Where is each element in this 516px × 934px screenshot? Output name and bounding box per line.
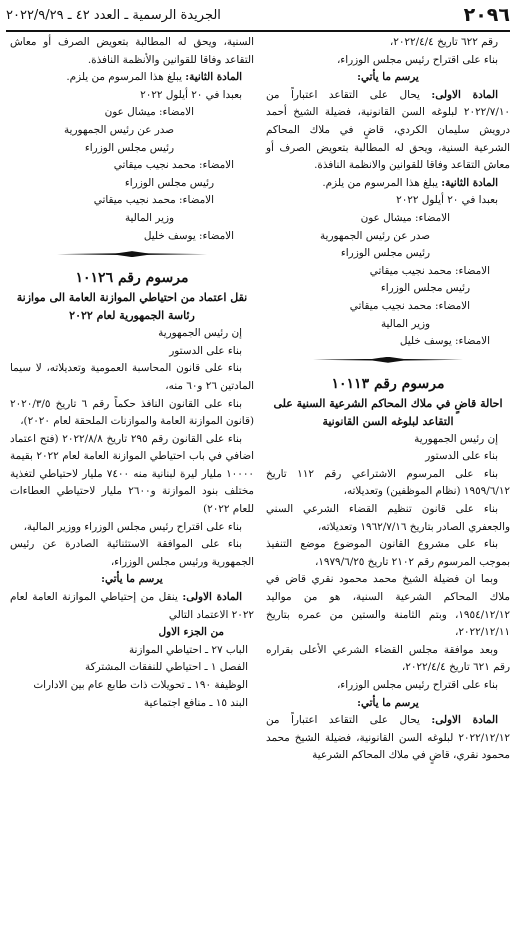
decree-formula: يرسم ما يأتي: (357, 696, 419, 709)
decree-subject: احالة قاضٍ في ملاك المحاكم الشرعية السنية على التقاعد لبلوغه السن القانونية (273, 396, 503, 428)
paragraph: بناء على القانون النافذ حكماً رقم ٦ تاريخ ٢٠٢٠/٣/٥ (قانون الموازنة العامة والموازنات الملحقة لعام ٢٠٢٠)، (10, 397, 254, 428)
paragraph: بناء على مشروع القانون الموضوع موضع التنفيذ بموجب المرسوم رقم ٢١٠٢ تاريخ ١٩٧٩/٦/٢٥، (266, 538, 510, 568)
paragraph: بناء على الدستور (169, 344, 242, 357)
decree-subject: نقل اعتماد من احتياطي الموازنة العامة الى موازنة رئاسة الجمهورية لعام ٢٠٢٢ (16, 291, 248, 323)
article-one: المادة الاولى: يحال على التقاعد اعتباراً من ٢٠٢٢/٧/١٠ لبلوغه السن القانونية، فضيلة الشيخ أحمد درويش سليمان الكردي، قاضٍ في ملاك المحاكم الشرعية السنية، ويحق له المطالبة بتعويض الصرف أو معاش التقاعد وفاقا للقوانين والانظمة النافذة. (266, 88, 510, 172)
budget-line: الباب ٢٧ ـ احتياطي الموازنة (128, 643, 248, 656)
paragraph: بناء على القانون رقم ٢٩٥ تاريخ ٢٠٢٢/٨/٨ (فتح اعتماد اضافي في باب احتياطي الموازنة العامة لعام ٢٠٢٢ بقيمة ١٠٠٠٠ مليار ليرة لبنانية منه ٧٤٠٠ مليار لاحتياطي لتغذية مختلف بنود الموازنة و٢٦٠٠ مليار لاحتياطي العطاءات للعام ٢٠٢٢) (10, 432, 254, 516)
page-number: ٢٠٩٦ (463, 4, 510, 26)
signature-title: رئيس مجلس الوزراء (124, 176, 214, 189)
signature-title: وزير المالية (124, 211, 174, 224)
budget-line: الوظيفة ١٩٠ ـ تحويلات ذات طابع عام بين الادارات (33, 679, 248, 691)
paragraph: إن رئيس الجمهورية (158, 327, 242, 340)
paragraph: وبعد موافقة مجلس القضاء الشرعي الأعلى بقراره رقم ٦٢١ تاريخ ٢٠٢٢/٤/٤، (266, 643, 510, 674)
section-divider (57, 249, 207, 259)
signature: الامضاء: ميشال عون (104, 106, 194, 119)
paragraph: رقم ٦٢٢ تاريخ ٢٠٢٢/٤/٤، (389, 36, 498, 48)
paragraph: بناء على المرسوم الاشتراعي رقم ١١٢ تاريخ ١٩٥٩/٦/١٢ (نظام الموظفين) وتعديلاته، (266, 467, 510, 498)
paragraph: بناء على قانون المحاسبة العمومية وتعديلاته، لا سيما المادتين ٢٦ و٦٠ منه، (10, 362, 254, 392)
date-line: بعبدا في ٢٠ أيلول ٢٠٢٢ (140, 88, 242, 101)
issued-by: صدر عن رئيس الجمهورية (319, 229, 430, 242)
paragraph: بناء على اقتراح رئيس مجلس الوزراء، (336, 53, 498, 66)
article-one: المادة الاولى: يحال على التقاعد اعتباراً من ٢٠٢٢/١٢/١٢ لبلوغه السن القانونية، فضيلة الشيخ محمد محمود نقري، قاضٍ في ملاك المحاكم الشرعية (266, 714, 510, 762)
right-column (266, 34, 510, 765)
date-line: بعبدا في ٢٠ أيلول ٢٠٢٢ (396, 194, 498, 207)
signature: الامضاء: يوسف خليل (143, 229, 234, 242)
signature-title: رئيس مجلس الوزراء (380, 282, 470, 295)
paragraph: إن رئيس الجمهورية (414, 432, 498, 445)
paragraph: بناء على الدستور (425, 450, 498, 463)
left-column (10, 34, 254, 712)
gazette-issue: الجريدة الرسمية ـ العدد ٤٢ ـ ٢٠٢٢/٩/٢٩ (6, 7, 221, 23)
section-divider (313, 355, 463, 365)
paragraph: السنية، ويحق له المطالبة بتعويض الصرف أو معاش التقاعد وفاقا للقوانين والأنظمة النافذة. (10, 36, 254, 66)
paragraph: بناء على اقتراح رئيس مجلس الوزراء، (336, 679, 498, 691)
signature: الامضاء: ميشال عون (360, 211, 450, 224)
paragraph: بناء على قانون تنظيم القضاء الشرعي السني والجعفري الصادر بتاريخ ١٩٦٢/٧/١٦ وتعديلاته، (266, 503, 510, 533)
signature: الامضاء: يوسف خليل (399, 335, 490, 348)
budget-part: من الجزء الاول (158, 626, 224, 639)
signature: الامضاء: محمد نجيب ميقاتي (93, 194, 214, 207)
decree-formula: يرسم ما يأتي: (101, 573, 163, 586)
signature: الامضاء: محمد نجيب ميقاتي (349, 299, 470, 312)
paragraph: وبما ان فضيلة الشيخ محمد محمود نقري قاض في ملاك المحاكم الشرعية السنية، هو من مواليد ١٩٥٤/١٢/١٢، وبتم الثامنة والستين من عمره بتاريخ ٢٠٢٢/١٢/١١، (266, 573, 510, 639)
budget-line: البند ١٥ ـ منافع اجتماعية (143, 696, 248, 709)
signature-title: رئيس مجلس الوزراء (340, 247, 430, 260)
decree-number: مرسوم رقم ١٠١١٣ (331, 375, 445, 392)
paragraph: بناء على الموافقة الاستثنائية الصادرة عن رئيس الجمهورية ورئيس مجلس الوزراء، (10, 538, 254, 568)
signature-title: رئيس مجلس الوزراء (84, 141, 174, 154)
article-one: المادة الاولى: ينقل من إحتياطي الموازنة العامة لعام ٢٠٢٢ الاعتماد التالي (10, 591, 254, 621)
decree-number: مرسوم رقم ١٠١٢٦ (75, 270, 189, 287)
signature-title: وزير المالية (380, 317, 430, 330)
signature: الامضاء: محمد نجيب ميقاتي (369, 264, 490, 277)
page-header (6, 0, 510, 32)
article-two: المادة الثانية: يبلغ هذا المرسوم من يلزم. (322, 176, 498, 189)
signature: الامضاء: محمد نجيب ميقاتي (113, 159, 234, 172)
article-two: المادة الثانية: يبلغ هذا المرسوم من يلزم. (66, 71, 242, 84)
issued-by: صدر عن رئيس الجمهورية (63, 123, 174, 136)
paragraph: بناء على اقتراح رئيس مجلس الوزراء ووزير المالية، (23, 520, 242, 533)
budget-line: الفصل ١ ـ احتياطي للنفقات المشتركة (85, 661, 248, 674)
decree-formula: يرسم ما يأتي: (357, 71, 419, 84)
